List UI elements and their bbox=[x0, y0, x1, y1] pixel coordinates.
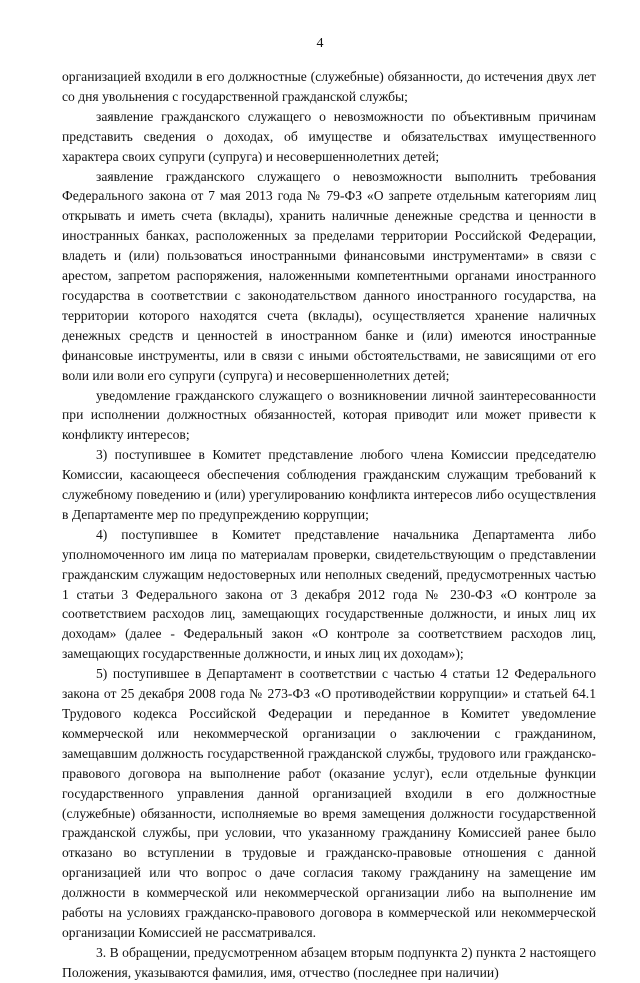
paragraph-point-3: 3. В обращении, предусмотренном абзацем вторым подпункта 2) пункта 2 настоящего Положения, указываются фамилия, имя, отчество (последнее при наличии) bbox=[62, 944, 596, 980]
document-body bbox=[62, 67, 596, 983]
paragraph-item-5: 5) поступившее в Департамент в соответствии с частью 4 статьи 12 Федерального закона от 25 декабря 2008 года № 273-ФЗ «О противодействии коррупции» и статьей 64.1 Трудового кодекса Российской Федерации и переданное в Комитет уведомление коммерческой или некоммерческой организации о заключении с гражданином, замещавшим должность государственной гражданской службы, трудового или гражданско-правового договора на выполнение работ (оказание услуг), если отдельные функции государственного управления данной организацией входили в его должностные (служебные) обязанности, исполняемые во время замещения должности государственной гражданской службы, при условии, что указанному гражданину Комиссией ранее было отказано во вступлении в трудовые и гражданско-правовые отношения с данной организацией или что вопрос о даче согласия такому гражданину на замещение им должности в коммерческой или некоммерческой организации либо на выполнение им работы на условиях гражданско-правового договора в коммерческой или некоммерческой организации Комиссией не рассматривался. bbox=[62, 666, 596, 940]
paragraph-conflict-of-interest-notice: уведомление гражданского служащего о возникновении личной заинтересованности при исполнении должностных обязанностей, которая приводит или может привести к конфликту интересов; bbox=[62, 387, 596, 443]
paragraph-item-3: 3) поступившее в Комитет представление любого члена Комиссии председателю Комиссии, касающееся обеспечения соблюдения гражданским служащим требований к служебному поведению и (или) урегулированию конфликта интересов либо осуществления в Департаменте мер по предупреждению коррупции; bbox=[62, 447, 596, 522]
page-number: 4 bbox=[316, 36, 324, 51]
paragraph-continuation: организацией входили в его должностные (служебные) обязанности, до истечения двух лет со дня увольнения с государственной гражданской службы; bbox=[62, 69, 596, 104]
paragraph-item-4: 4) поступившее в Комитет представление начальника Департамента либо уполномоченного им лица по материалам проверки, свидетельствующим о представлении гражданским служащим недостоверных или неполных сведений, предусмотренных частью 1 статьи 3 Федерального закона от 3 декабря 2012 года № 230-ФЗ «О контроле за соответствием расходов лиц, замещающих государственные должности, и иных лиц их доходам» (далее - Федеральный закон «О контроле за соответствием расходов лиц, замещающих государственные должности, и иных лиц их доходам»); bbox=[62, 526, 596, 662]
paragraph-spouse-income-statement: заявление гражданского служащего о невозможности по объективным причинам представить сведения о доходах, об имуществе и обязательствах имущественного характера своих супруги (супруга) и несовершеннолетних детей; bbox=[62, 108, 596, 164]
paragraph-foreign-accounts-statement: заявление гражданского служащего о невозможности выполнить требования Федерального закона от 7 мая 2013 года № 79-ФЗ «О запрете отдельным категориям лиц открывать и иметь счета (вклады), хранить наличные денежные средства и ценности в иностранных банках, расположенных за пределами территории Российской Федерации, владеть и (или) пользоваться иностранными финансовыми инструментами» в связи с арестом, запретом распоряжения, наложенными компетентными органами иностранного государства в соответствии с законодательством данного иностранного государства, на территории которого находятся счета (вклады), осуществляется хранение наличных денежных средств и ценностей в иностранном банке и (или) имеются иностранные финансовые инструменты, или в связи с иными обстоятельствами, не зависящими от его воли или воли его супруги (супруга) и несовершеннолетних детей; bbox=[62, 168, 596, 383]
